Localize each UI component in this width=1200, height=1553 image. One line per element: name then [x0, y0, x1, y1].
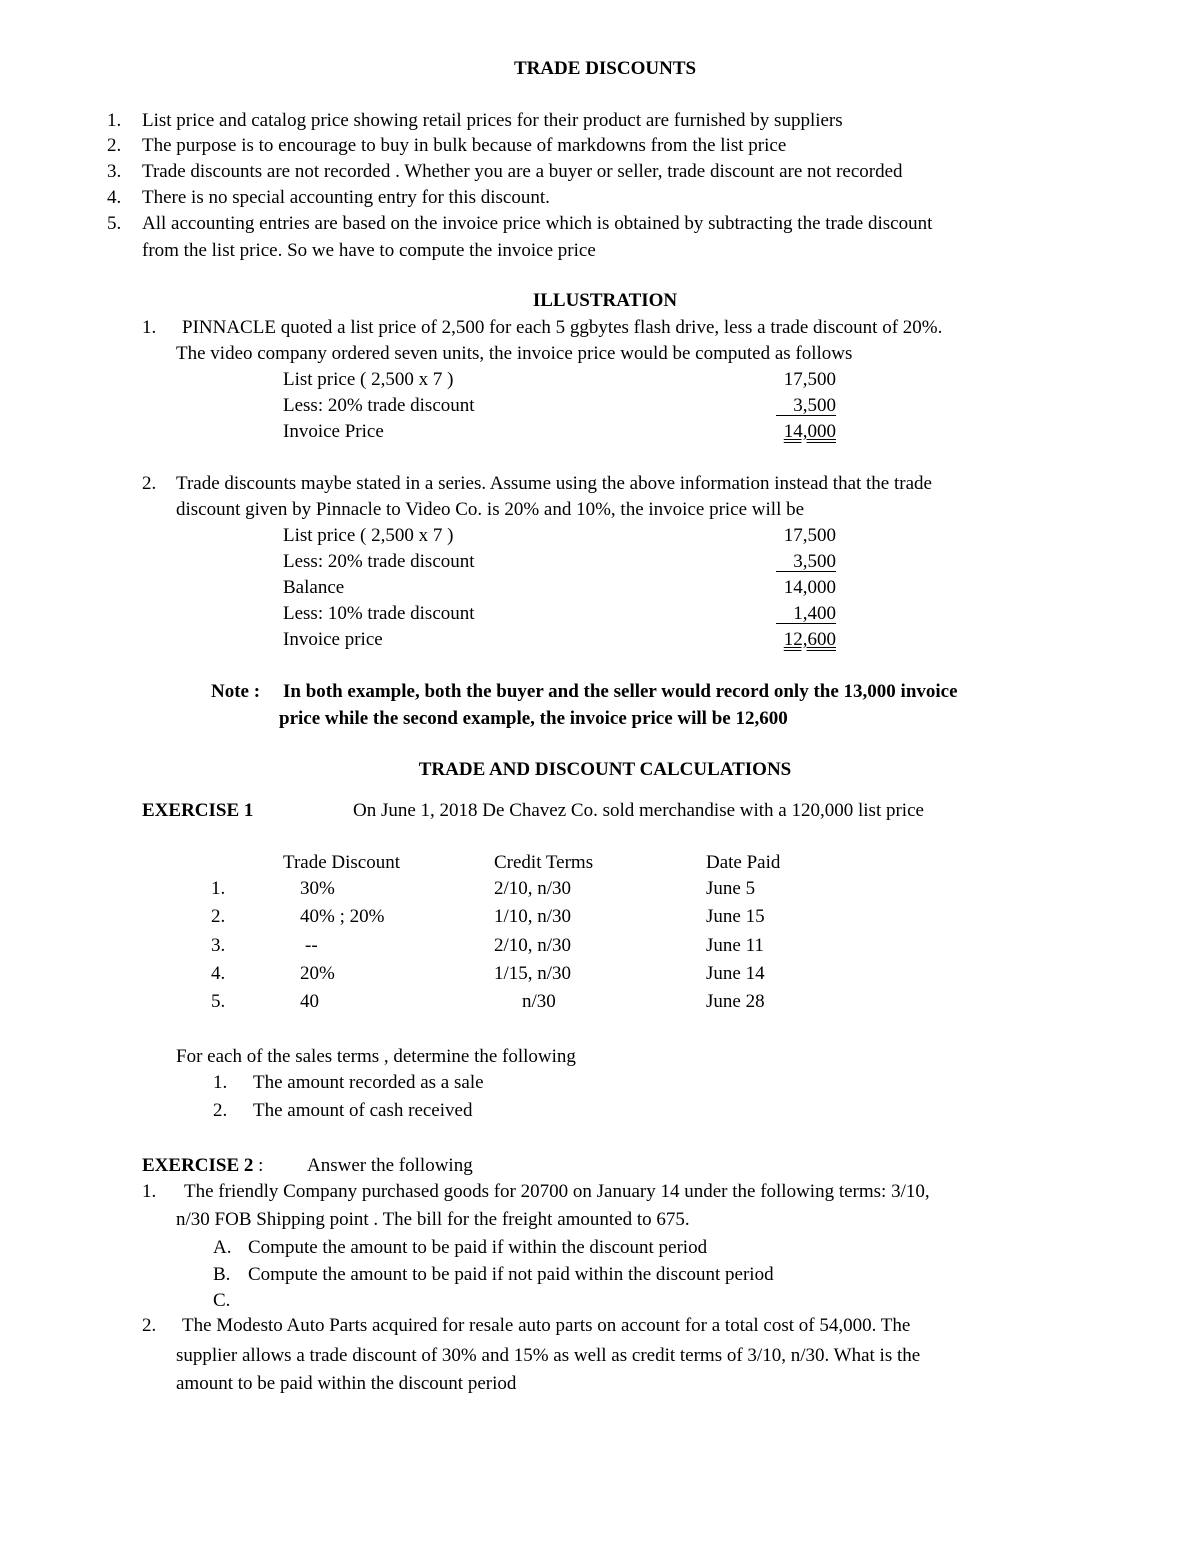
- calc-total: 12,600: [783, 629, 836, 650]
- sub-question: Compute the amount to be paid if within the discount period: [248, 1237, 708, 1258]
- calc-label: Invoice Price: [283, 421, 384, 442]
- table-cell: 1/15, n/30: [494, 963, 572, 984]
- note-label: Note :: [211, 681, 261, 702]
- table-cell: June 14: [706, 963, 765, 984]
- list-item-continuation: from the list price. So we have to compute the invoice price: [142, 240, 596, 261]
- list-item: The purpose is to encourage to buy in bulk because of markdowns from the list price: [142, 135, 787, 156]
- exercise-heading: [142, 1156, 263, 1175]
- list-item: List price and catalog price showing retail prices for their product are furnished by suppliers: [142, 110, 843, 131]
- list-number: 1.: [142, 1181, 157, 1202]
- calc-value-text: 3,500: [793, 551, 836, 572]
- calc-value-text: 1,400: [793, 603, 836, 624]
- table-cell: 40% ; 20%: [300, 906, 385, 927]
- exercise-text: Answer the following: [307, 1155, 473, 1176]
- list-item: All accounting entries are based on the invoice price which is obtained by subtracting the trade discount: [142, 213, 933, 234]
- example-text: discount given by Pinnacle to Video Co. is 20% and 10%, the invoice price will be: [176, 499, 805, 520]
- calc-label: Less: 20% trade discount: [283, 395, 475, 416]
- table-cell: 1.: [211, 878, 226, 899]
- list-number: 5.: [107, 213, 122, 234]
- calc-total: 14,000: [783, 421, 836, 442]
- table-cell: 2/10, n/30: [494, 878, 572, 899]
- calc-label: Balance: [283, 577, 345, 598]
- sub-letter: A.: [213, 1237, 232, 1258]
- list-item: The amount of cash received: [253, 1100, 473, 1121]
- calc-label: Invoice price: [283, 629, 383, 650]
- page-title: TRADE DISCOUNTS: [513, 58, 697, 79]
- list-item: The amount recorded as a sale: [253, 1072, 484, 1093]
- question-text: The Modesto Auto Parts acquired for resale auto parts on account for a total cost of 54,000. The: [182, 1315, 911, 1336]
- calc-label: Less: 10% trade discount: [283, 603, 475, 624]
- list-number: 2.: [142, 1315, 157, 1336]
- table-cell: June 11: [706, 935, 764, 956]
- list-number: 1.: [107, 110, 122, 131]
- calc-label: Less: 20% trade discount: [283, 551, 475, 572]
- calc-value: 17,500: [783, 525, 836, 546]
- table-cell: n/30: [522, 991, 556, 1012]
- note-text: price while the second example, the invoice price will be 12,600: [279, 708, 788, 729]
- column-header: Date Paid: [706, 852, 781, 873]
- exercise-instruction: For each of the sales terms , determine the following: [176, 1046, 576, 1067]
- table-cell: 2/10, n/30: [494, 935, 572, 956]
- exercise-colon: [253, 1155, 263, 1176]
- table-cell: --: [305, 935, 318, 956]
- table-cell: June 28: [706, 991, 765, 1012]
- table-cell: June 15: [706, 906, 765, 927]
- exercise-label: EXERCISE 2: [142, 1155, 254, 1176]
- section-heading-calculations: TRADE AND DISCOUNT CALCULATIONS: [418, 759, 792, 780]
- calc-label: List price ( 2,500 x 7 ): [283, 369, 454, 390]
- question-text: n/30 FOB Shipping point . The bill for the freight amounted to 675.: [176, 1209, 690, 1230]
- list-number: 1.: [142, 317, 157, 338]
- calc-label: List price ( 2,500 x 7 ): [283, 525, 454, 546]
- exercise-label: EXERCISE 1: [142, 800, 254, 821]
- sub-letter: C.: [213, 1290, 231, 1311]
- list-number: 3.: [107, 161, 122, 182]
- list-number: 2.: [107, 135, 122, 156]
- list-item: There is no special accounting entry for this discount.: [142, 187, 550, 208]
- calc-value: [776, 604, 836, 624]
- question-text: The friendly Company purchased goods for 20700 on January 14 under the following terms: 3/10,: [184, 1181, 930, 1202]
- column-header: Trade Discount: [283, 852, 400, 873]
- table-cell: June 5: [706, 878, 756, 899]
- calc-value: [776, 552, 836, 572]
- list-item: Trade discounts are not recorded . Whether you are a buyer or seller, trade discount are not recorded: [142, 161, 903, 182]
- table-cell: 1/10, n/30: [494, 906, 572, 927]
- example-text: Trade discounts maybe stated in a series. Assume using the above information instead that the trade: [176, 473, 932, 494]
- list-number: 2.: [142, 473, 157, 494]
- list-number: 1.: [213, 1072, 228, 1093]
- sub-question: Compute the amount to be paid if not paid within the discount period: [248, 1264, 774, 1285]
- example-text: The video company ordered seven units, the invoice price would be computed as follows: [176, 343, 853, 364]
- column-header: Credit Terms: [494, 852, 594, 873]
- list-number: 2.: [213, 1100, 228, 1121]
- calc-value-text: 3,500: [793, 395, 836, 416]
- list-number: 4.: [107, 187, 122, 208]
- example-text: PINNACLE quoted a list price of 2,500 for each 5 ggbytes flash drive, less a trade discount of 20%.: [182, 317, 943, 338]
- exercise-text: On June 1, 2018 De Chavez Co. sold merchandise with a 120,000 list price: [353, 800, 924, 821]
- colon-text: :: [258, 1155, 264, 1176]
- table-cell: 5.: [211, 991, 226, 1012]
- table-cell: 3.: [211, 935, 226, 956]
- question-text: supplier allows a trade discount of 30% and 15% as well as credit terms of 3/10, n/30. What is the: [176, 1345, 921, 1366]
- table-cell: 40: [300, 991, 319, 1012]
- table-cell: 20%: [300, 963, 335, 984]
- sub-letter: B.: [213, 1264, 231, 1285]
- table-cell: 30%: [300, 878, 335, 899]
- question-text: amount to be paid within the discount period: [176, 1373, 517, 1394]
- table-cell: 2.: [211, 906, 226, 927]
- calc-value: 14,000: [783, 577, 836, 598]
- calc-value: 17,500: [783, 369, 836, 390]
- table-cell: 4.: [211, 963, 226, 984]
- calc-value: [776, 396, 836, 416]
- note-text: In both example, both the buyer and the seller would record only the 13,000 invoice: [283, 681, 958, 702]
- section-heading-illustration: ILLUSTRATION: [532, 290, 678, 311]
